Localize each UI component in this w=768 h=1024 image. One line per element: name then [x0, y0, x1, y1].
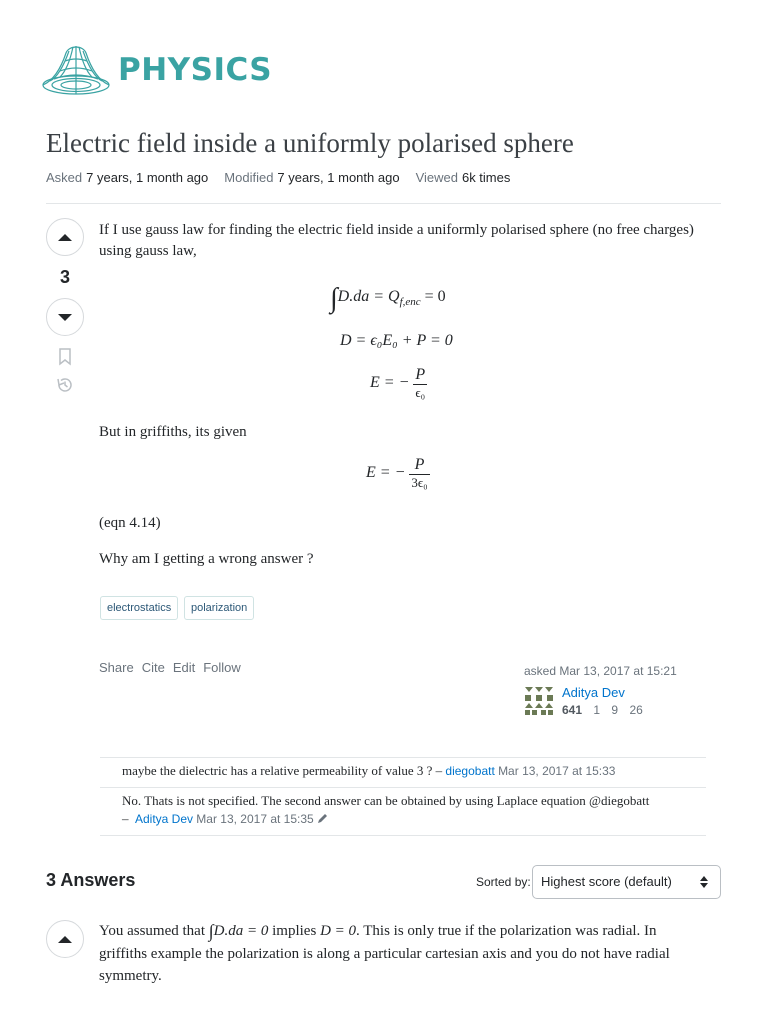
arrow-up-icon	[58, 936, 72, 943]
share-link[interactable]: Share	[99, 660, 134, 675]
physics-logo-icon[interactable]	[40, 41, 112, 99]
gold-badge-count: 1	[593, 703, 601, 717]
question-meta	[46, 170, 510, 185]
sort-arrows-icon	[700, 876, 708, 888]
meta-modified: Modified 7 years, 1 month ago	[224, 170, 400, 185]
comments-end-divider	[100, 835, 706, 836]
answer-body: You assumed that ∫D.da = 0 implies D = 0. This is only true if the polarization was radial. In griffiths example the polarization is along a particular cartesian axis and you do not have radial symmetry.	[99, 921, 670, 984]
edit-pencil-icon	[317, 813, 328, 824]
site-name[interactable]: PHYSICS	[118, 52, 273, 88]
asked-timestamp: asked Mar 13, 2017 at 15:21	[524, 664, 677, 678]
author-name[interactable]: Aditya Dev	[562, 685, 625, 700]
question-vote-column	[46, 218, 84, 394]
comment-2: No. Thats is not specified. The second answer can be obtained by using Laplace equation @diegobatt – Aditya Dev Mar 13, 2017 at 15:35	[122, 793, 650, 826]
upvote-button[interactable]	[46, 218, 84, 256]
answer-upvote-button[interactable]	[46, 920, 84, 958]
answers-heading: 3 Answers	[46, 870, 136, 890]
post-actions	[99, 660, 241, 675]
tag-polarization[interactable]: polarization	[184, 596, 254, 620]
bronze-badge-count: 26	[629, 703, 643, 717]
site-header	[40, 40, 272, 100]
edit-link[interactable]: Edit	[172, 660, 196, 675]
sort-select[interactable]: Highest score (default)	[532, 865, 721, 899]
comment-user[interactable]: diegobatt	[445, 764, 495, 778]
equation-field-griffiths: E = − $\frac{P}{\text{3ϵ₀}}$	[366, 456, 428, 490]
arrow-up-icon	[58, 234, 72, 241]
question-title[interactable]: Electric field inside a uniformly polarised sphere	[46, 128, 574, 158]
answer-vote-column	[46, 920, 84, 958]
tag-electrostatics[interactable]: electrostatics	[100, 596, 178, 620]
comment-time[interactable]: Mar 13, 2017 at 15:33	[498, 764, 616, 778]
comment-divider	[100, 787, 706, 788]
meta-asked: Asked 7 years, 1 month ago	[46, 170, 209, 185]
meta-viewed: Viewed 6k times	[415, 170, 511, 185]
equation-field-1: E = − $\frac{P}{\text{ϵ₀}}$	[370, 366, 426, 400]
equation-gauss: $\int D.da = Q_{f,enc} = 0$	[330, 283, 446, 314]
sort-label: Sorted by:	[476, 875, 531, 889]
question-paragraph-1: If I use gauss law for finding the electric field inside a uniformly polarised sphere (no free charges) using gauss law,	[99, 222, 694, 259]
bookmark-icon[interactable]	[58, 348, 72, 366]
avatar[interactable]	[524, 686, 554, 716]
comment-user[interactable]: Aditya Dev	[135, 812, 194, 826]
cite-link[interactable]: Cite	[141, 660, 165, 675]
question-paragraph-4: Why am I getting a wrong answer ?	[99, 551, 314, 567]
history-icon[interactable]	[55, 376, 75, 394]
equation-displacement: D = ϵ₀E₀ + P = 0	[340, 332, 453, 349]
comment-time[interactable]: Mar 13, 2017 at 15:35	[196, 812, 314, 826]
comment-1: maybe the dielectric has a relative permeability of value 3 ? – diegobatt Mar 13, 2017 at 15:33	[122, 763, 616, 778]
arrow-down-icon	[58, 314, 72, 321]
question-paragraph-3: (eqn 4.14)	[99, 515, 161, 531]
author-reputation: 641 1 9 26	[562, 703, 643, 717]
follow-link[interactable]: Follow	[203, 660, 241, 675]
divider	[46, 203, 721, 204]
silver-badge-count: 9	[611, 703, 619, 717]
downvote-button[interactable]	[46, 298, 84, 336]
question-score: 3	[59, 267, 70, 287]
comments-divider	[100, 757, 706, 758]
question-paragraph-2: But in griffiths, its given	[99, 424, 247, 440]
